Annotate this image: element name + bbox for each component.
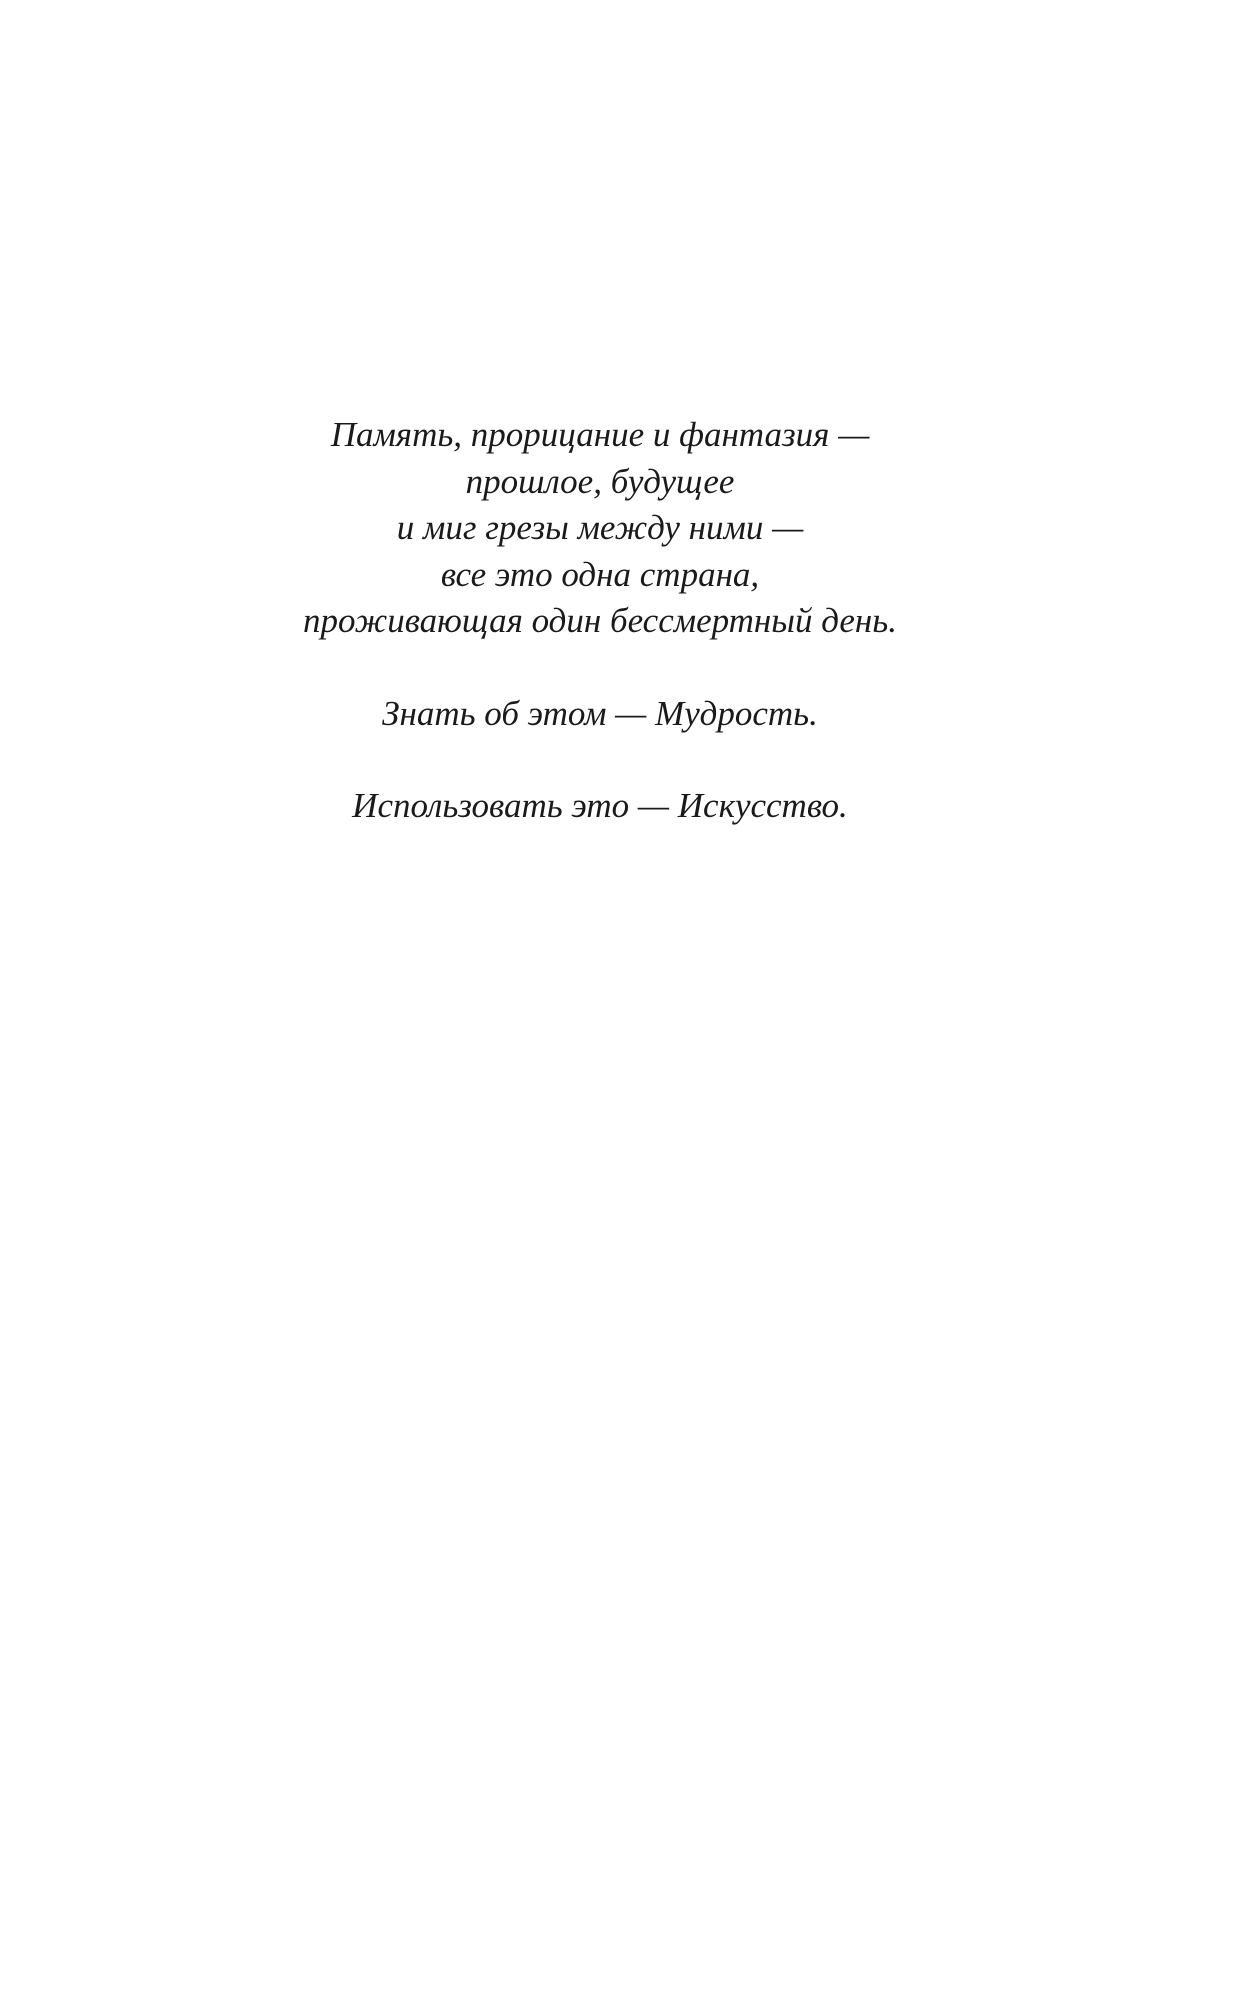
epigraph-line: и миг грезы между ними — [396,508,804,547]
epigraph-stanza-3 [0,783,1200,830]
epigraph-stanza-1 [0,412,1200,645]
epigraph-line: проживающая один бессмертный день. [303,601,897,640]
stanza-spacer [0,645,1200,691]
epigraph-stanza-2 [0,691,1200,738]
epigraph [0,412,1200,830]
epigraph-line-wisdom: Знать об этом — Мудрость. [382,693,818,733]
epigraph-line-art: Использовать это — Искусство. [352,786,848,825]
epigraph-line: прошлое, будущее [465,461,735,501]
epigraph-line: все это одна страна, [440,554,760,594]
stanza-spacer [0,737,1200,783]
epigraph-line: Память, прорицание и фантазия — [330,415,870,454]
